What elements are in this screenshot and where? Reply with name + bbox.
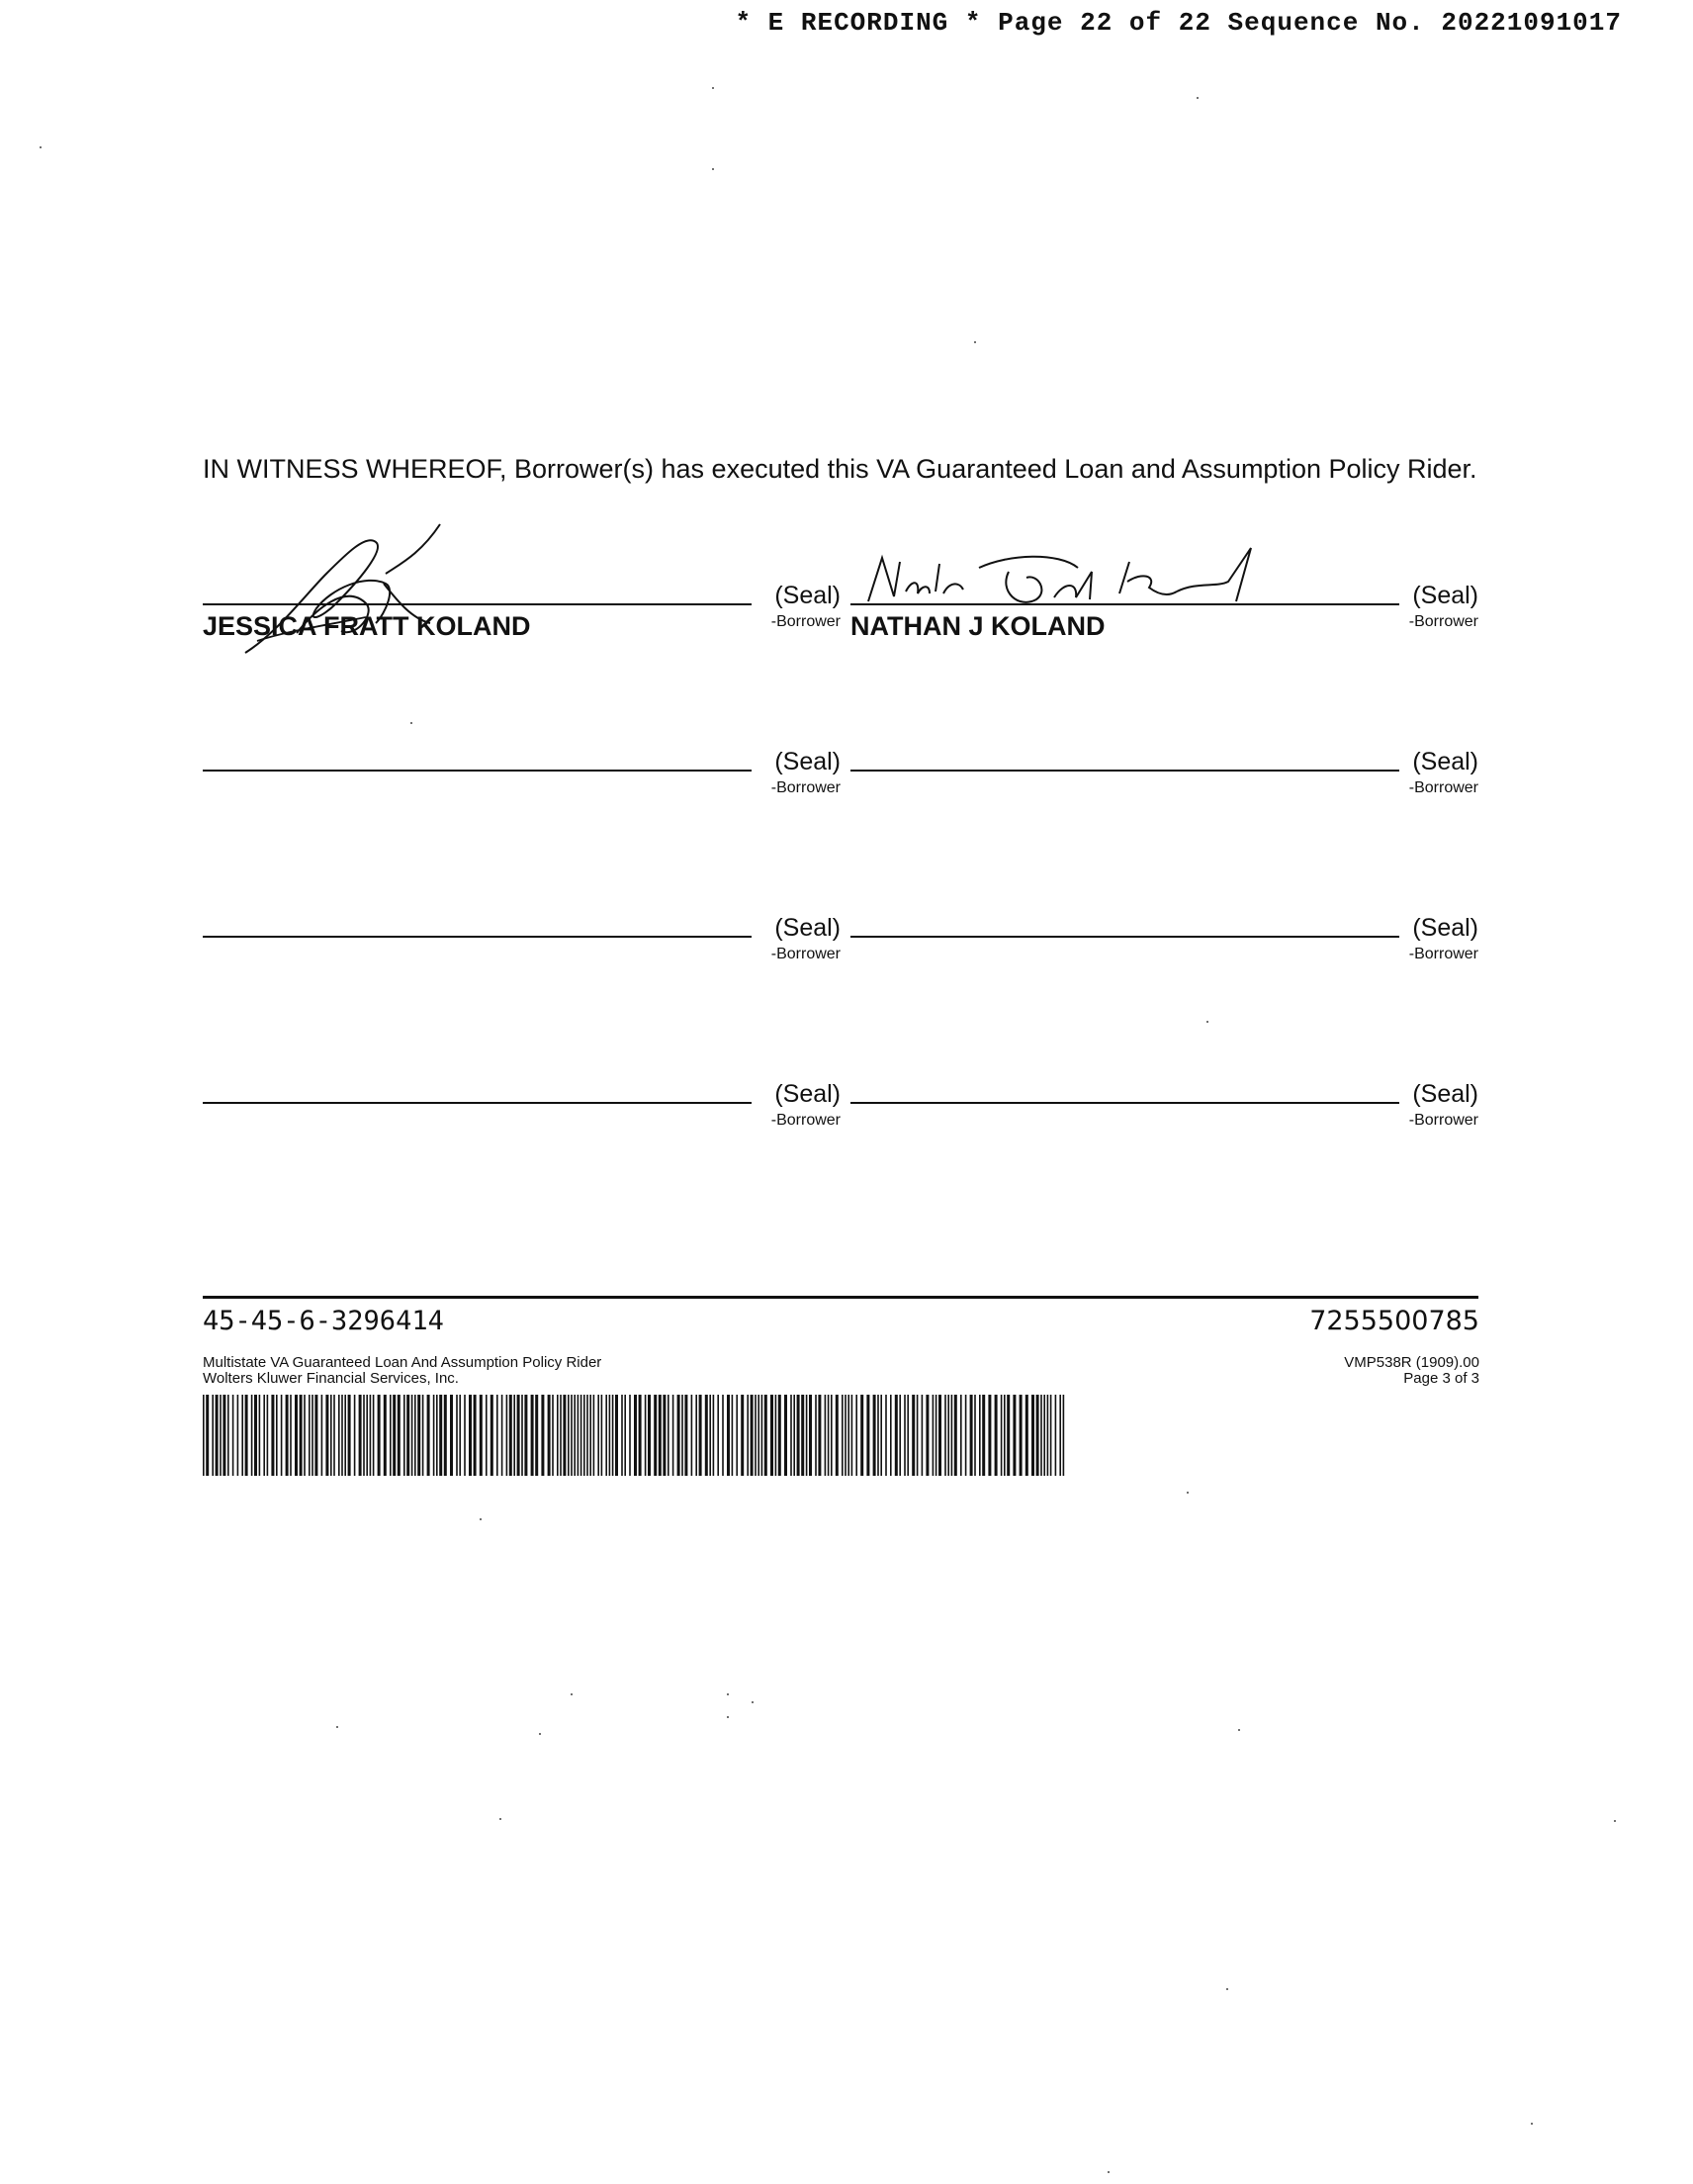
barcode-bar (699, 1395, 702, 1476)
barcode-bar (341, 1395, 343, 1476)
recording-header: * E RECORDING * Page 22 of 22 Sequence No. 20221091017 (735, 8, 1622, 38)
borrower-signature-block (203, 576, 841, 641)
barcode-bar (411, 1395, 413, 1476)
barcode-bar (873, 1395, 876, 1476)
barcode-bar (825, 1395, 827, 1476)
form-code: VMP538R (1909).00 (1344, 1354, 1479, 1371)
barcode-bar (450, 1395, 453, 1476)
signature-row-3 (203, 908, 1478, 967)
barcode-bar (531, 1395, 534, 1476)
barcode-bar (245, 1395, 248, 1476)
barcode-bar (831, 1395, 833, 1476)
borrower-signature-block (203, 908, 841, 967)
barcode-bar (770, 1395, 773, 1476)
barcode-bar (912, 1395, 915, 1476)
barcode-bar (370, 1395, 372, 1476)
barcode-bar (705, 1395, 708, 1476)
barcode-bar (926, 1395, 929, 1476)
barcode-bar (895, 1395, 898, 1476)
barcode-bar (947, 1395, 949, 1476)
seal-label: (Seal) (1412, 748, 1478, 775)
barcode-bar (890, 1395, 892, 1476)
barcode-bar (312, 1395, 313, 1476)
scan-speck (1531, 2123, 1533, 2125)
barcode-bar (571, 1395, 573, 1476)
barcode-bar (790, 1395, 792, 1476)
barcode-bar (203, 1395, 205, 1476)
borrower-role-label: -Borrower (1408, 613, 1478, 630)
barcode-bar (601, 1395, 603, 1476)
barcode-bar (732, 1395, 734, 1476)
barcode-bar (521, 1395, 523, 1476)
barcode-bar (456, 1395, 458, 1476)
barcode-bar (295, 1395, 298, 1476)
barcode-bar (917, 1395, 919, 1476)
barcode-bar (944, 1395, 946, 1476)
scan-speck (712, 168, 714, 170)
barcode-bar (304, 1395, 306, 1476)
barcode-bar (232, 1395, 234, 1476)
barcode-bar (464, 1395, 466, 1476)
scan-speck (336, 1726, 338, 1728)
barcode-bar (784, 1395, 787, 1476)
barcode-bar (634, 1395, 637, 1476)
barcode-bar (845, 1395, 846, 1476)
scan-speck (499, 1818, 501, 1820)
barcode-bar (995, 1395, 998, 1476)
barcode-bar (672, 1395, 674, 1476)
barcode-bar (806, 1395, 808, 1476)
barcode-bar (609, 1395, 611, 1476)
barcode-bar (954, 1395, 957, 1476)
barcode-bar (639, 1395, 642, 1476)
barcode-bar (695, 1395, 697, 1476)
barcode-bar (1025, 1395, 1028, 1476)
barcode-bar (815, 1395, 817, 1476)
borrower-role-label: -Borrower (770, 1112, 841, 1129)
barcode-bar (629, 1395, 631, 1476)
barcode-bar (480, 1395, 483, 1476)
seal-label: (Seal) (1412, 914, 1478, 942)
barcode-bar (578, 1395, 579, 1476)
barcode-bar (907, 1395, 909, 1476)
barcode-bar (390, 1395, 392, 1476)
barcode-bar (722, 1395, 724, 1476)
barcode-bar (271, 1395, 274, 1476)
barcode-bar (366, 1395, 368, 1476)
barcode-bar (237, 1395, 239, 1476)
borrower-signature-block (203, 742, 841, 801)
barcode-bar (436, 1395, 438, 1476)
seal-label: (Seal) (774, 748, 841, 775)
barcode-bar (847, 1395, 849, 1476)
barcode-bar (403, 1395, 405, 1476)
borrower-role-label: -Borrower (1408, 946, 1478, 962)
barcode-bar (338, 1395, 340, 1476)
barcode-bar (333, 1395, 335, 1476)
barcode-bar (605, 1395, 607, 1476)
barcode-bar (761, 1395, 763, 1476)
barcode-bar (747, 1395, 749, 1476)
barcode-bar (1036, 1395, 1039, 1476)
seal-label: (Seal) (774, 914, 841, 942)
barcode-bar (809, 1395, 812, 1476)
scan-speck (712, 87, 714, 89)
scan-speck (1238, 1729, 1240, 1731)
barcode-bar (1013, 1395, 1016, 1476)
barcode-bar (259, 1395, 261, 1476)
barcode-bar (568, 1395, 570, 1476)
barcode-bar (866, 1395, 869, 1476)
signature-row-4 (203, 1074, 1478, 1134)
barcode-bar (359, 1395, 362, 1476)
scan-speck (1197, 97, 1199, 99)
barcode-bar (713, 1395, 715, 1476)
barcode-bar (677, 1395, 680, 1476)
footer-divider (203, 1296, 1478, 1299)
barcode-bar (290, 1395, 292, 1476)
barcode-bar (580, 1395, 582, 1476)
barcode-bar (384, 1395, 387, 1476)
barcode-bar (348, 1395, 351, 1476)
barcode-bar (1055, 1395, 1057, 1476)
loan-number: 7255500785 (1309, 1306, 1479, 1336)
barcode-bar (444, 1395, 447, 1476)
barcode-bar (439, 1395, 442, 1476)
barcode-bar (427, 1395, 430, 1476)
scan-speck (1206, 1021, 1208, 1023)
barcode-bar (828, 1395, 830, 1476)
borrower-name: JESSICA FRATT KOLAND (203, 611, 531, 641)
barcode-bar (1050, 1395, 1052, 1476)
barcode-image (203, 1395, 1065, 1476)
barcode-bar (506, 1395, 508, 1476)
barcode-bar (524, 1395, 527, 1476)
borrower-name: NATHAN J KOLAND (850, 611, 1106, 641)
barcode-bar (501, 1395, 503, 1476)
barcode-bar (960, 1395, 962, 1476)
scan-speck (752, 1701, 754, 1703)
barcode-bar (398, 1395, 401, 1476)
barcode-bar (486, 1395, 488, 1476)
barcode-bar (970, 1395, 973, 1476)
barcode-bar (936, 1395, 937, 1476)
barcode-bar (1004, 1395, 1006, 1476)
barcode-bar (988, 1395, 991, 1476)
seal-label: (Seal) (1412, 1080, 1478, 1108)
barcode-bar (764, 1395, 767, 1476)
barcode-bar (654, 1395, 657, 1476)
barcode-bar (300, 1395, 303, 1476)
barcode-bar (1043, 1395, 1045, 1476)
borrower-role-label: -Borrower (1408, 779, 1478, 796)
barcode-bar (1001, 1395, 1003, 1476)
signature-line (850, 770, 1399, 772)
scan-speck (480, 1518, 482, 1520)
form-title: Multistate VA Guaranteed Loan And Assumption Policy Rider (203, 1354, 602, 1371)
scan-speck (974, 341, 976, 343)
barcode-bar (855, 1395, 857, 1476)
signature-line (203, 770, 752, 772)
barcode-bar (223, 1395, 225, 1476)
barcode-bar (433, 1395, 435, 1476)
barcode-bar (922, 1395, 924, 1476)
barcode-bar (586, 1395, 588, 1476)
barcode-bar (684, 1395, 687, 1476)
barcode-bar (263, 1395, 265, 1476)
barcode-bar (552, 1395, 554, 1476)
borrower-role-label: -Borrower (770, 779, 841, 796)
barcode-bar (880, 1395, 882, 1476)
barcode-bar (535, 1395, 538, 1476)
barcode-bar (254, 1395, 257, 1476)
barcode-bar (286, 1395, 289, 1476)
barcode-bar (860, 1395, 863, 1476)
barcode-bar (933, 1395, 935, 1476)
barcode-bar (736, 1395, 738, 1476)
barcode-bar (741, 1395, 744, 1476)
barcode-bar (276, 1395, 278, 1476)
signature-line (203, 1102, 752, 1104)
barcode-bar (583, 1395, 585, 1476)
barcode-bar (406, 1395, 409, 1476)
barcode-bar (414, 1395, 416, 1476)
barcode-bar (965, 1395, 967, 1476)
barcode-bar (490, 1395, 493, 1476)
signature-line (850, 936, 1399, 938)
barcode-bar (751, 1395, 754, 1476)
barcode-bar (227, 1395, 229, 1476)
barcode-bar (648, 1395, 651, 1476)
borrower-role-label: -Borrower (770, 946, 841, 962)
barcode-bar (615, 1395, 618, 1476)
barcode-bar (755, 1395, 757, 1476)
barcode-bar (691, 1395, 693, 1476)
barcode-bar (709, 1395, 711, 1476)
barcode-bar (597, 1395, 599, 1476)
barcode-bar (757, 1395, 759, 1476)
barcode-bar (645, 1395, 647, 1476)
signature-line (203, 936, 752, 938)
scan-speck (40, 146, 42, 148)
barcode-bar (793, 1395, 795, 1476)
barcode-bar (836, 1395, 839, 1476)
barcode-bar (393, 1395, 396, 1476)
barcode-bar (1063, 1395, 1065, 1476)
barcode-bar (325, 1395, 328, 1476)
barcode-bar (624, 1395, 626, 1476)
barcode-bar (373, 1395, 375, 1476)
barcode-bar (717, 1395, 719, 1476)
scan-speck (571, 1693, 573, 1695)
scan-speck (1614, 1820, 1616, 1822)
barcode-bar (727, 1395, 730, 1476)
barcode-bar (797, 1395, 800, 1476)
barcode-bar (681, 1395, 683, 1476)
barcode-bar (267, 1395, 269, 1476)
scan-speck (727, 1693, 729, 1695)
signature-row-1 (203, 576, 1478, 641)
seal-label: (Seal) (774, 1080, 841, 1108)
barcode-bar (668, 1395, 669, 1476)
barcode-bar (589, 1395, 591, 1476)
borrower-role-label: -Borrower (1408, 1112, 1478, 1129)
barcode-bar (979, 1395, 981, 1476)
signature-row-2 (203, 742, 1478, 801)
barcode-bar (422, 1395, 424, 1476)
barcode-bar (216, 1395, 219, 1476)
barcode-bar (877, 1395, 879, 1476)
barcode-bar (309, 1395, 311, 1476)
page-label: Page 3 of 3 (1403, 1370, 1479, 1387)
barcode-bar (982, 1395, 985, 1476)
borrower-signature-block (850, 1074, 1478, 1134)
barcode-bar (241, 1395, 243, 1476)
barcode-bar (474, 1395, 477, 1476)
borrower-role-label: -Borrower (770, 613, 841, 630)
scan-speck (727, 1716, 729, 1718)
seal-label: (Seal) (1412, 582, 1478, 609)
loan-id: 45-45-6-3296414 (203, 1306, 444, 1336)
barcode-bar (951, 1395, 953, 1476)
barcode-bar (801, 1395, 804, 1476)
barcode-bar (663, 1395, 666, 1476)
barcode-bar (541, 1395, 544, 1476)
signature-line (850, 603, 1399, 605)
borrower-signature-block (203, 1074, 841, 1134)
scan-speck (410, 722, 412, 724)
barcode-bar (509, 1395, 512, 1476)
barcode-bar (496, 1395, 498, 1476)
barcode-bar (251, 1395, 253, 1476)
barcode-bar (775, 1395, 777, 1476)
barcode-bar (314, 1395, 317, 1476)
barcode-bar (459, 1395, 461, 1476)
barcode-bar (974, 1395, 976, 1476)
barcode-bar (818, 1395, 821, 1476)
witness-statement: IN WITNESS WHEREOF, Borrower(s) has executed this VA Guaranteed Loan and Assumption Policy Rider. (203, 454, 1477, 484)
barcode-bar (851, 1395, 853, 1476)
borrower-signature-block (850, 908, 1478, 967)
barcode-bar (417, 1395, 420, 1476)
barcode-bar (1007, 1395, 1010, 1476)
publisher: Wolters Kluwer Financial Services, Inc. (203, 1370, 459, 1387)
barcode-bar (593, 1395, 595, 1476)
barcode-bar (885, 1395, 887, 1476)
barcode-bar (1020, 1395, 1023, 1476)
barcode-bar (206, 1395, 209, 1476)
barcode-bar (378, 1395, 381, 1476)
barcode-bar (281, 1395, 283, 1476)
barcode-bar (548, 1395, 551, 1476)
barcode-bar (344, 1395, 346, 1476)
barcode-bar (513, 1395, 515, 1476)
signature-line (203, 603, 752, 605)
barcode-bar (560, 1395, 562, 1476)
barcode-bar (563, 1395, 566, 1476)
barcode-bar (1040, 1395, 1042, 1476)
borrower-signature-block (850, 576, 1478, 641)
barcode-bar (469, 1395, 472, 1476)
signature-line (850, 1102, 1399, 1104)
barcode-bar (574, 1395, 576, 1476)
barcode-bar (1031, 1395, 1034, 1476)
barcode-bar (778, 1395, 781, 1476)
scan-speck (1187, 1492, 1189, 1494)
barcode-bar (517, 1395, 520, 1476)
barcode-bar (354, 1395, 356, 1476)
barcode-bar (899, 1395, 901, 1476)
barcode-bar (330, 1395, 332, 1476)
barcode-bar (842, 1395, 844, 1476)
scan-speck (539, 1733, 541, 1735)
barcode-bar (557, 1395, 559, 1476)
barcode-bar (904, 1395, 906, 1476)
barcode-bar (612, 1395, 614, 1476)
barcode-bar (621, 1395, 623, 1476)
barcode-bar (220, 1395, 222, 1476)
barcode-bar (363, 1395, 365, 1476)
scan-speck (1108, 2171, 1110, 2173)
barcode-bar (659, 1395, 662, 1476)
seal-label: (Seal) (774, 582, 841, 609)
barcode-bar (1047, 1395, 1049, 1476)
barcode-bar (938, 1395, 941, 1476)
barcode-bar (321, 1395, 323, 1476)
barcode-bar (212, 1395, 214, 1476)
scan-speck (1226, 1988, 1228, 1990)
barcode-bar (1059, 1395, 1061, 1476)
borrower-signature-block (850, 742, 1478, 801)
